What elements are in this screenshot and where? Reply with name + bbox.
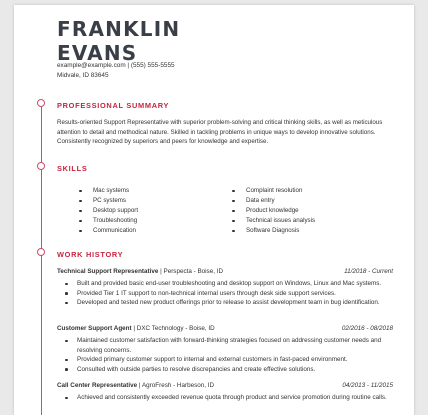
job-bullet: Maintained customer satisfaction with forward-thinking strategies focused on addressing customer needs and resolving concerns. bbox=[57, 336, 393, 355]
job-entry bbox=[57, 381, 393, 403]
contact-info bbox=[57, 61, 175, 81]
job-header bbox=[57, 324, 393, 335]
job-dates: 02/2016 - 08/2018 bbox=[341, 325, 393, 332]
skill-item: Technical issues analysis bbox=[232, 216, 315, 226]
skills-column-right bbox=[232, 186, 315, 236]
job-company: | AgroFresh - Harbeson, ID bbox=[138, 382, 215, 389]
job-bullet: Provided Tier 1 IT support to non-technical internal users through desk side support services. bbox=[57, 289, 393, 299]
skills-heading: SKILLS bbox=[57, 164, 88, 173]
skill-item: Communication bbox=[79, 226, 138, 236]
work-timeline-dot bbox=[37, 248, 45, 256]
job-entry bbox=[57, 324, 393, 374]
job-title: Technical Support Representative bbox=[57, 268, 159, 275]
skill-item: Software Diagnosis bbox=[232, 226, 315, 236]
job-header bbox=[57, 267, 393, 278]
skill-item: Troubleshooting bbox=[79, 216, 138, 226]
location: Midvale, ID 83645 bbox=[57, 72, 109, 79]
job-dates: 04/2013 - 11/2015 bbox=[342, 382, 393, 389]
job-bullets bbox=[57, 393, 393, 403]
job-entry bbox=[57, 267, 393, 308]
first-name: FRANKLIN bbox=[57, 17, 181, 41]
job-company: | Perspecta - Boise, ID bbox=[160, 268, 223, 275]
job-title: Call Center Representative bbox=[57, 382, 138, 389]
job-bullet: Built and provided basic end-user troubleshooting and desktop support on Windows, Linux and Mac systems. bbox=[57, 279, 393, 289]
timeline-line bbox=[41, 103, 42, 415]
summary-heading: PROFESSIONAL SUMMARY bbox=[57, 101, 170, 110]
resume-page bbox=[14, 5, 414, 415]
job-dates: 11/2018 - Current bbox=[344, 268, 393, 275]
job-bullet: Achieved and consistently exceeded revenue quota through product and service promotion during routine calls. bbox=[57, 393, 393, 403]
job-company: | DXC Technology - Boise, ID bbox=[133, 325, 215, 332]
job-bullets bbox=[57, 279, 393, 308]
skills-column-left bbox=[79, 186, 138, 236]
skill-item: Product knowledge bbox=[232, 206, 315, 216]
skill-item: Mac systems bbox=[79, 186, 138, 196]
summary-timeline-dot bbox=[37, 99, 45, 107]
job-title: Customer Support Agent bbox=[57, 325, 132, 332]
job-bullet: Developed and tested new product offerings prior to release to assist development team in bug identification. bbox=[57, 298, 393, 308]
contact-line: example@example.com | (555) 555-5555 bbox=[57, 62, 175, 69]
skill-item: Data entry bbox=[232, 196, 315, 206]
work-heading: WORK HISTORY bbox=[57, 250, 124, 259]
last-name: EVANS bbox=[57, 41, 138, 65]
job-bullet: Consulted with outside parties to resolve discrepancies and create effective solutions. bbox=[57, 365, 393, 375]
job-bullet: Provided primary customer support to internal and external customers in fast-paced environment. bbox=[57, 355, 393, 365]
job-bullets bbox=[57, 336, 393, 374]
summary-text: Results-oriented Support Representative with superior problem-solving and critical thinking skills, as well as meticulous attention to detail and methodical nature. Skilled in tackling problems in unique ways to develop innovative solutions. Consistently recognized by superiors and peers for knowledge and expertise. bbox=[57, 119, 383, 146]
skill-item: Complaint resolution bbox=[232, 186, 315, 196]
skills-timeline-dot bbox=[37, 162, 45, 170]
job-header bbox=[57, 381, 393, 392]
skill-item: Desktop support bbox=[79, 206, 138, 216]
skill-item: PC systems bbox=[79, 196, 138, 206]
candidate-name bbox=[57, 17, 180, 65]
